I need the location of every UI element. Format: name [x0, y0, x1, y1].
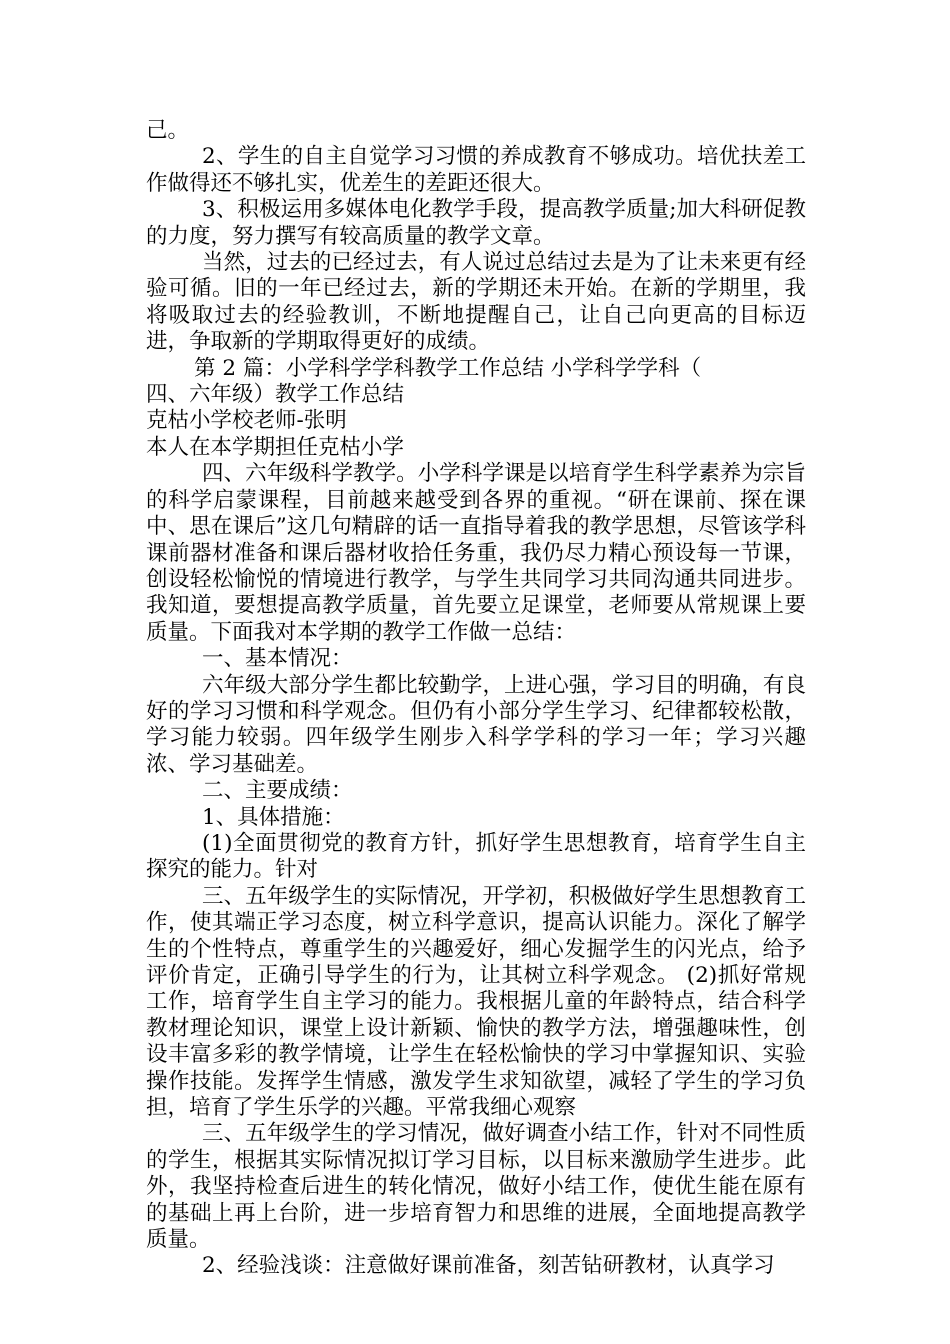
paragraph: 己。 — [146, 118, 190, 143]
paragraph: 3、积极运用多媒体电化教学手段，提高教学质量;加大科研促教的力度，努力撰写有较高质量的教学文章。 — [146, 197, 806, 249]
paragraph: 2、学生的自主自觉学习习惯的养成教育不够成功。培优扶差工作做得还不够扎实，优差生的差距还很大。 — [146, 144, 806, 196]
paragraph: 2、经验浅谈：注意做好课前准备，刻苦钻研教材，认真学习 — [202, 1253, 775, 1279]
paragraph: 六年级大部分学生都比较勤学，上进心强，学习目的明确，有良好的学习习惯和科学观念。但仍有小部分学生学习、纪律都较松散，学习能力较弱。四年级学生刚步入科学学科的学习一年；学习兴趣浓、学习基础差。 — [146, 672, 806, 777]
subheading: 1、具体措施： — [202, 804, 345, 830]
paragraph: 本人在本学期担任克枯小学 — [146, 434, 405, 460]
section-heading-continued: 四、六年级）教学工作总结 — [146, 382, 405, 408]
paragraph: (1)全面贯彻党的教育方针，抓好学生思想教育，培育学生自主探究的能力。针对 — [146, 830, 806, 883]
paragraph: 三、五年级学生的学习情况，做好调查小结工作，针对不同性质的学生，根据其实际情况拟订学习目标，以目标来激励学生进步。此外，我坚持检查后进生的转化情况，做好小结工作，使优生能在原有的基础上再上台阶，进一步培育智力和思维的进展，全面地提高教学质量。 — [146, 1121, 806, 1253]
paragraph: 四、六年级科学教学。小学科学课是以培育学生科学素养为宗旨的科学启蒙课程，目前越来越受到各界的重视。“研在课前、探在课中、思在课后”这几句精辟的话一直指导着我的教学思想，尽管该学科课前器材准备和课后器材收拾任务重，我仍尽力精心预设每一节课，创设轻松愉悦的情境进行教学，与学生共同学习共同沟通共同进步。我知道，要想提高教学质量，首先要立足课堂，老师要从常规课上要质量。下面我对本学期的教学工作做一总结： — [146, 461, 806, 645]
paragraph: 当然，过去的已经过去，有人说过总结过去是为了让未来更有经验可循。旧的一年已经过去，新的学期还未开始。在新的学期里，我将吸取过去的经验教训，不断地提醒自己，让自己向更高的目标迈进，争取新的学期取得更好的成绩。 — [146, 250, 806, 355]
section-heading: 第 2 篇：小学科学学科教学工作总结 小学科学学科（ — [194, 355, 702, 381]
subheading: 二、主要成绩： — [202, 778, 353, 804]
paragraph: 三、五年级学生的实际情况，开学初，积极做好学生思想教育工作，使其端正学习态度，树立科学意识，提高认识能力。深化了解学生的个性特点，尊重学生的兴趣爱好，细心发掘学生的闪光点，给予评价肯定，正确引导学生的行为，让其树立科学观念。 (2)抓好常规工作，培育学生自主学习的能力。我根据儿童的年龄特点，结合科学教材理论知识，课堂上设计新颖、愉快的教学方法，增强趣味性，创设丰富多彩的教学情境，让学生在轻松愉快的学习中掌握知识、实验操作技能。发挥学生情感，激发学生求知欲望，减轻了学生的学习负担，培育了学生乐学的兴趣。平常我细心观察 — [146, 883, 806, 1121]
author-line: 克枯小学校老师-张明 — [146, 408, 347, 434]
document-body — [146, 118, 806, 1280]
subheading: 一、基本情况： — [202, 646, 353, 672]
